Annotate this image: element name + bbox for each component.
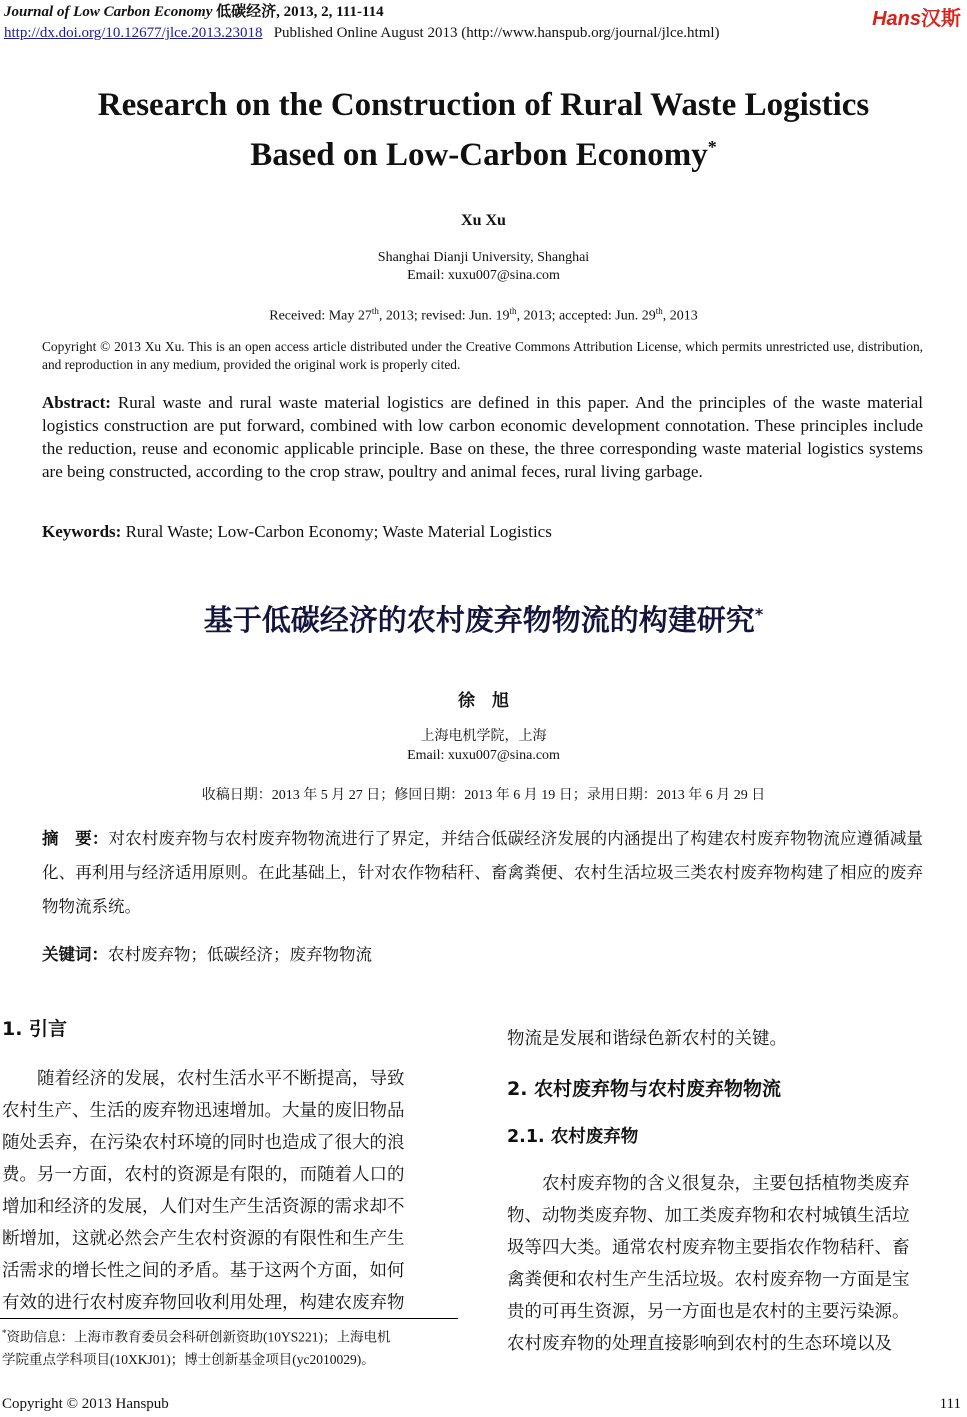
footer-copyright: Copyright © 2013 Hanspub bbox=[2, 1396, 169, 1412]
email: Email: xuxu007@sina.com bbox=[407, 268, 560, 283]
journal-issue: 低碳经济, 2013, 2, 111-114 bbox=[212, 4, 384, 20]
footnote-divider bbox=[0, 1318, 458, 1319]
cn-keywords: 关键词：农村废弃物；低碳经济；废弃物物流 bbox=[42, 945, 372, 964]
cn-affiliation: 上海电机学院，上海 bbox=[420, 729, 547, 744]
abstract: Abstract: Rural waste and rural waste material logistics are defined in this paper. And the principles of the waste material logistics construction are put forward, combined with low carbon economic development connotation. These principles include the reduction, reuse and economic applicable principle. Base on these, the three corresponding waste material logistics systems are being constructed, according to the crop straw, poultry and animal feces, rural living garbage. bbox=[42, 393, 923, 481]
cn-author: 徐 旭 bbox=[458, 691, 509, 711]
cn-abstract: 摘 要：对农村废弃物与农村废弃物物流进行了界定，并结合低碳经济发展的内涵提出了构建农村废弃物物流应遵循减量化、再利用与经济适用原则。在此基础上，针对农作物秸秆、畜禽粪便、农村生活垃圾三类农村废弃物构建了相应的废弃物物流系统。 bbox=[42, 829, 923, 916]
section-2-heading: 2. 农村废弃物与农村废弃物物流 bbox=[507, 1078, 782, 1100]
doi-link[interactable]: http://dx.doi.org/10.12677/jlce.2013.23018 bbox=[4, 25, 263, 41]
cn-dates: 收稿日期：2013 年 5 月 27 日；修回日期：2013 年 6 月 19 日；录用日期：2013 年 6 月 29 日 bbox=[201, 788, 766, 803]
journal-name: Journal of Low Carbon Economy bbox=[4, 4, 213, 20]
keywords: Keywords: Rural Waste; Low-Carbon Economy; Waste Material Logistics bbox=[42, 522, 552, 541]
publication-line bbox=[4, 24, 720, 42]
section-2-1-body: 农村废弃物的含义很复杂，主要包括植物类废弃 物、动物类废弃物、加工类废弃物和农村城镇生活垃 圾等四大类。通常农村废弃物主要指农作物秸秆、畜 禽粪便和农村生产生活垃圾。农村废弃物一方面是宝 贵的可再生资源，另一方面也是农村的主要污染源。 农村废弃物的处理直接影响到农村的生态环境以及 bbox=[507, 1173, 910, 1353]
copyright-notice: Copyright © 2013 Xu Xu. This is an open access article distributed under the Creative Commons Attribution License, which permits unrestricted use, distribution, and reproduction in any medium, provided the original work is properly cited. bbox=[42, 339, 923, 372]
hans-logo: Hans汉斯 bbox=[872, 8, 961, 30]
cn-email: Email: xuxu007@sina.com bbox=[407, 748, 560, 763]
page-number: 111 bbox=[939, 1396, 961, 1412]
section-1-body: 随着经济的发展，农村生活水平不断提高，导致 农村生产、生活的废弃物迅速增加。大量的废旧物品 随处丢弃，在污染农村环境的同时也造成了很大的浪 费。另一方面，农村的资源是有限的，而随着人口的 增加和经济的发展，人们对生产生活资源的需求却不 断增加，这就必然会产生农村资源的有限性和生产生 活需求的增长性之间的矛盾。基于这两个方面，如何 有效的进行农村废弃物回收利用处理，构建农废弃物 bbox=[2, 1068, 405, 1312]
footnote: *资助信息：上海市教育委员会科研创新资助(10YS221)；上海电机 学院重点学科项目(10XKJ01)；博士创新基金项目(yc2010029)。 bbox=[2, 1328, 391, 1367]
right-col-first-line: 物流是发展和谐绿色新农村的关键。 bbox=[507, 1028, 787, 1048]
cn-title: 基于低碳经济的农村废弃物物流的构建研究* bbox=[203, 603, 764, 637]
journal-header bbox=[4, 3, 384, 21]
section-2-1-heading: 2.1. 农村废弃物 bbox=[507, 1127, 639, 1147]
dates: Received: May 27th, 2013; revised: Jun. 19th, 2013; accepted: Jun. 29th, 2013 bbox=[269, 306, 698, 324]
affiliation: Shanghai Dianji University, Shanghai bbox=[377, 250, 590, 265]
section-1-heading: 1. 引言 bbox=[2, 1018, 68, 1040]
published-info: Published Online August 2013 (http://www.hanspub.org/journal/jlce.html) bbox=[273, 25, 720, 41]
paper-title: Research on the Construction of Rural Waste Logistics Based on Low-Carbon Economy* bbox=[97, 87, 870, 173]
author: Xu Xu bbox=[461, 212, 506, 229]
